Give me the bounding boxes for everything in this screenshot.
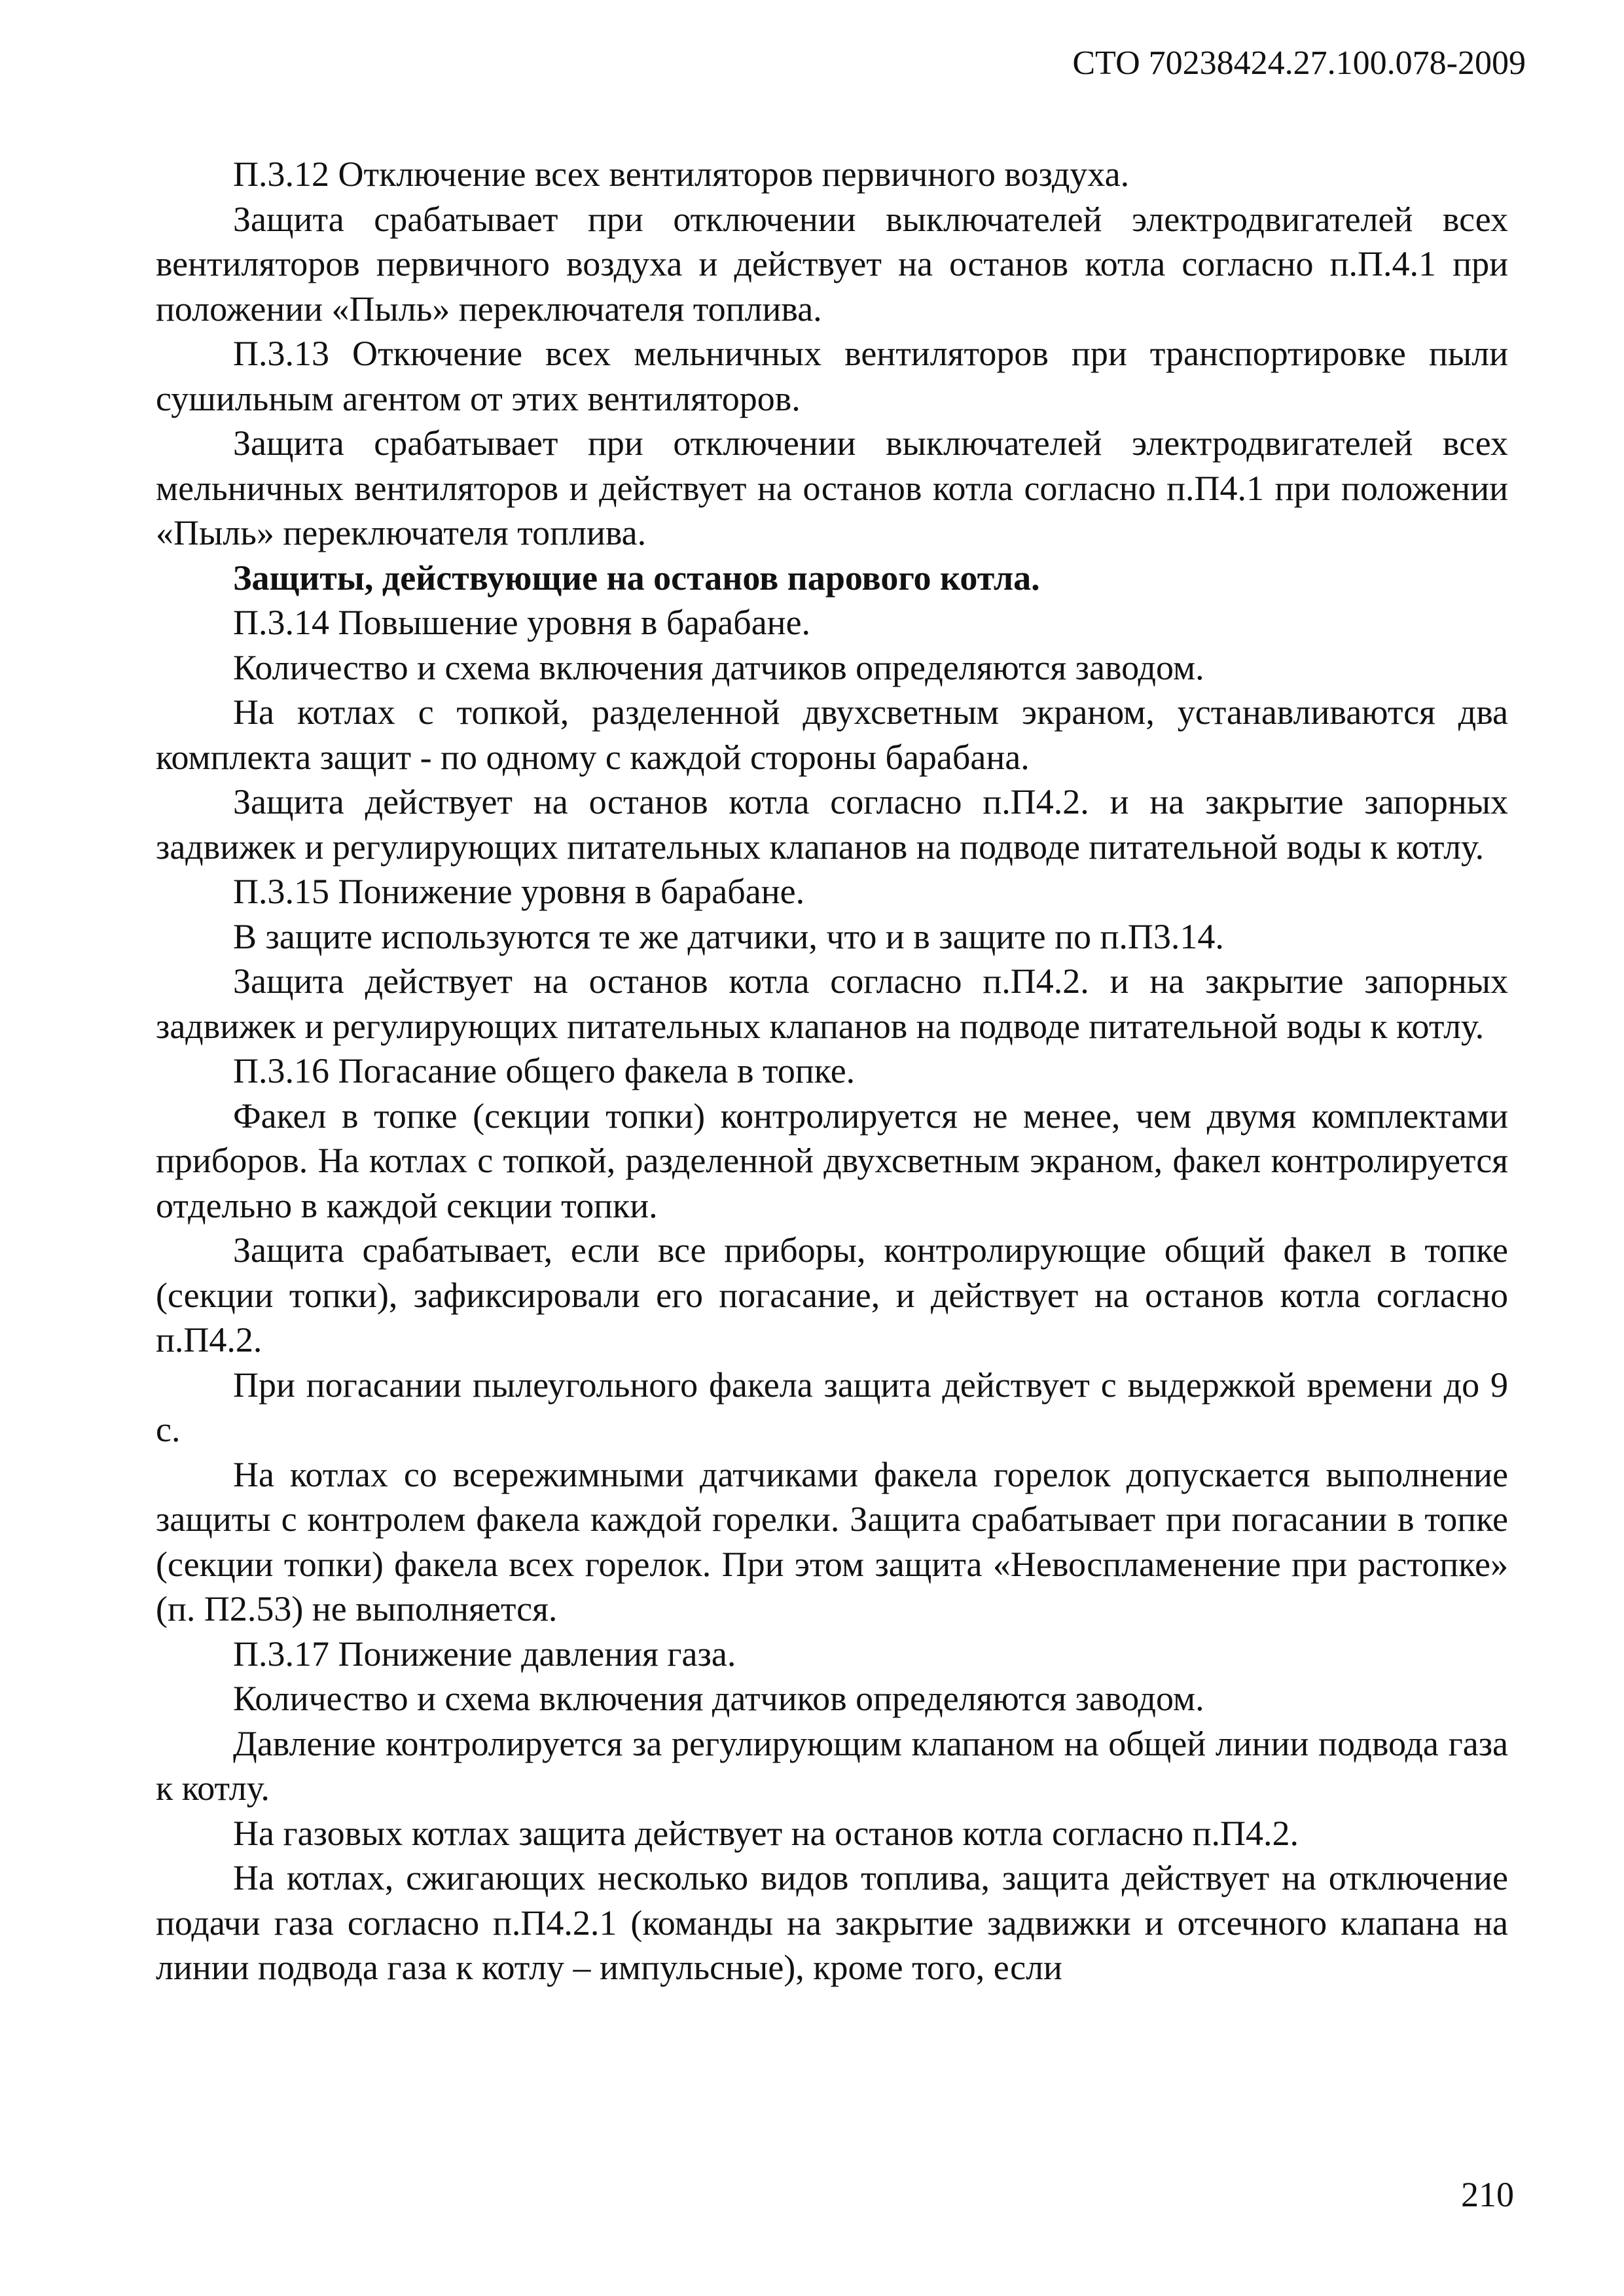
paragraph: П.3.13 Откючение всех мельничных вентиляторов при транспортировке пыли сушильным агентом от этих вентиляторов.	[156, 334, 1508, 418]
paragraph: П.3.15 Понижение уровня в барабане.	[233, 872, 805, 911]
paragraph: На газовых котлах защита действует на останов котла согласно п.П4.2.	[233, 1813, 1299, 1853]
paragraph: В защите используются те же датчики, что и в защите по п.П3.14.	[233, 916, 1224, 956]
document-code: СТО 70238424.27.100.078-2009	[1072, 45, 1526, 82]
paragraph: При погасании пылеугольного факела защита действует с выдержкой времени до 9 с.	[156, 1365, 1508, 1449]
paragraph: Факел в топке (секции топки) контролируется не менее, чем двумя комплектами приборов. На котлах с топкой, разделенной двухсветным экраном, факел контролируется отдельно в каждой секции топки.	[156, 1096, 1508, 1225]
paragraph: П.3.12 Отключение всех вентиляторов первичного воздуха.	[233, 154, 1130, 194]
document-body	[156, 152, 1508, 1990]
paragraph: На котлах с топкой, разделенной двухсветным экраном, устанавливаются два комплекта защит - по одному с каждой стороны барабана.	[156, 692, 1508, 777]
paragraph: На котлах со всережимными датчиками факела горелок допускается выполнение защиты с контролем факела каждой горелки. Защита срабатывает при погасании в топке (секции топки) факела всех горелок. При этом защита «Невоспламенение при растопке» (п. П2.53) не выполняется.	[156, 1454, 1508, 1628]
paragraph: П.3.17 Понижение давления газа.	[233, 1634, 736, 1674]
paragraph: П.3.14 Повышение уровня в барабане.	[233, 603, 811, 642]
paragraph: Защита действует на останов котла согласно п.П4.2. и на закрытие запорных задвижек и регулирующих питательных клапанов на подводе питательной воды к котлу.	[156, 782, 1508, 867]
paragraph: Количество и схема включения датчиков определяются заводом.	[233, 647, 1204, 687]
paragraph: Защита срабатывает, если все приборы, контролирующие общий факел в топке (секции топки), зафиксировали его погасание, и действует на останов котла согласно п.П4.2.	[156, 1230, 1508, 1359]
paragraph: Защита срабатывает при отключении выключателей электродвигателей всех вентиляторов первичного воздуха и действует на останов котла согласно п.П.4.1 при положении «Пыль» переключателя топлива.	[156, 199, 1508, 329]
paragraph: П.3.16 Погасание общего факела в топке.	[233, 1051, 856, 1090]
section-heading: Защиты, действующие на останов парового котла.	[233, 558, 1040, 598]
page-number: 210	[1461, 2175, 1514, 2214]
paragraph: Защита действует на останов котла согласно п.П4.2. и на закрытие запорных задвижек и регулирующих питательных клапанов на подводе питательной воды к котлу.	[156, 961, 1508, 1046]
paragraph: На котлах, сжигающих несколько видов топлива, защита действует на отключение подачи газа согласно п.П4.2.1 (команды на закрытие задвижки и отсечного клапана на линии подвода газа к котлу – импульсные), кроме того, если	[156, 1858, 1508, 1987]
paragraph: Количество и схема включения датчиков определяются заводом.	[233, 1679, 1204, 1718]
paragraph: Защита срабатывает при отключении выключателей электродвигателей всех мельничных вентиляторов и действует на останов котла согласно п.П4.1 при положении «Пыль» переключателя топлива.	[156, 423, 1508, 552]
paragraph: Давление контролируется за регулирующим клапаном на общей линии подвода газа к котлу.	[156, 1723, 1508, 1808]
